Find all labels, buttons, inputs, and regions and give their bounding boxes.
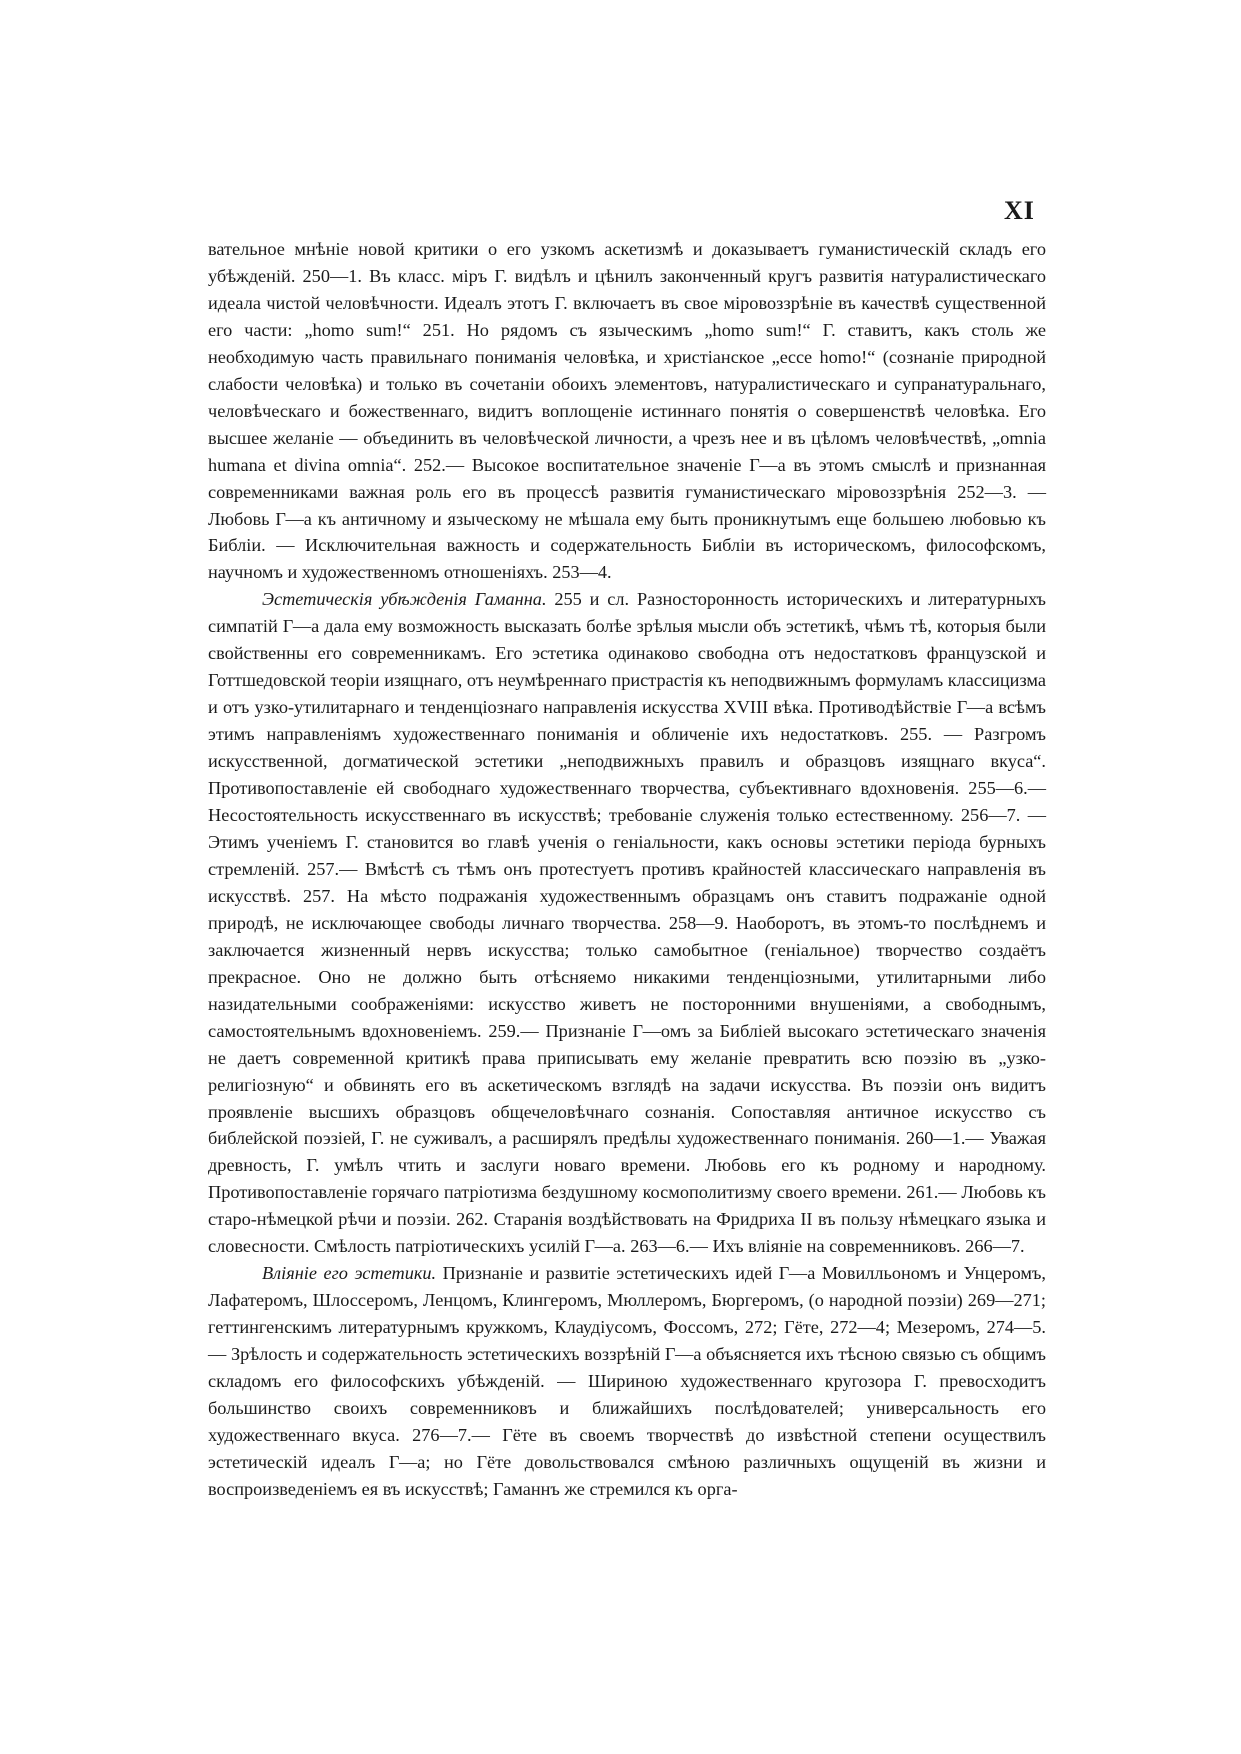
page-number: XI (1004, 196, 1035, 225)
paragraph (208, 236, 1046, 586)
paragraph (208, 586, 1046, 1260)
paragraph-rubric: Эстетическія убѣжденія Гаманна. (262, 589, 547, 610)
paragraph-rubric: Вліяніе его эстетики. (262, 1263, 437, 1284)
body-text (208, 236, 1046, 1503)
paragraph (208, 1260, 1046, 1503)
paragraph-text: 255 и сл. Разносторонность историческихъ и литературныхъ симпатій Г—а дала ему возможность высказать болѣе зрѣлыя мысли объ эстетикѣ, чѣмъ тѣ, которыя были свойственны его современникамъ. Его эстетика одинаково свободна отъ недостатковъ французской и Готтшедовской теоріи изящнаго, отъ неумѣреннаго пристрастія къ неподвижнымъ формуламъ классицизма и отъ узко-утилитарнаго и тенденціознаго направленія искусства XVIII вѣка. Противодѣйствіе Г—а всѣмъ этимъ направленіямъ художественнаго пониманія и обличеніе ихъ недостатковъ. 255. — Разгромъ искусственной, догматической эстетики „неподвижныхъ правилъ и образцовъ изящнаго вкуса“. Противопоставленіе ей свободнаго художественнаго творчества, субъективнаго вдохновенія. 255—6.— Несостоятельность искусственнаго въ искусствѣ; требованіе служенія только естественному. 256—7. — Этимъ ученіемъ Г. становится во главѣ ученія о геніальности, какъ основы эстетики періода бурныхъ стремленій. 257.— Вмѣстѣ съ тѣмъ онъ протестуетъ противъ крайностей классическаго направленія въ искусствѣ. 257. На мѣсто подражанія художественнымъ образцамъ онъ ставитъ подражаніе одной природѣ, не исключающее свободы личнаго творчества. 258—9. Наоборотъ, въ этомъ-то послѣднемъ и заключается жизненный нервъ искусства; только самобытное (геніальное) творчество создаётъ прекрасное. Оно не должно быть отѣсняемо никакими тенденціозными, утилитарными либо назидательными соображеніями: искусство живетъ не посторонними внушеніями, а свободнымъ, самостоятельнымъ вдохновеніемъ. 259.— Признаніе Г—омъ за Библіей высокаго эстетическаго значенія не даетъ современной критикѣ права приписывать ему желаніе превратить всю поэзію въ „узко-религіозную“ и обвинять его въ аскетическомъ взглядѣ на задачи искусства. Въ поэзіи онъ видитъ проявленіе высшихъ образцовъ общечеловѣчнаго сознанія. Сопоставляя античное искусство съ библейской поэзіей, Г. не суживалъ, а расширялъ предѣлы художественнаго пониманія. 260—1.— Уважая древность, Г. умѣлъ чтить и заслуги новаго времени. Любовь его къ родному и народному. Противопоставленіе горячаго патріотизма бездушному космополитизму своего времени. 261.— Любовь къ старо-нѣмецкой рѣчи и поэзіи. 262. Старанія воздѣйствовать на Фридриха II въ пользу нѣмецкаго языка и словесности. Смѣлость патріотическихъ усилій Г—а. 263—6.— Ихъ вліяніе на современниковъ. 266—7. (208, 589, 1046, 1257)
paragraph-text: Признаніе и развитіе эстетическихъ идей Г—а Мовилльономъ и Унцеромъ, Лафатеромъ, Шлоссеромъ, Ленцомъ, Клингеромъ, Мюллеромъ, Бюргеромъ, (о народной поэзіи) 269—271; геттингенскимъ литературнымъ кружкомъ, Клаудіусомъ, Фоссомъ, 272; Гёте, 272—4; Мезеромъ, 274—5. — Зрѣлость и содержательность эстетическихъ воззрѣній Г—а объясняется ихъ тѣсною связью съ общимъ складомъ его философскихъ убѣжденій. — Шириною художественнаго кругозора Г. превосходитъ большинство своихъ современниковъ и ближайшихъ послѣдователей; универсальность его художественнаго вкуса. 276—7.— Гёте въ своемъ творчествѣ до извѣстной степени осуществилъ эстетическій идеалъ Г—а; но Гёте довольствовался смѣною различныхъ ощущеній въ жизни и воспроизведеніемъ ея въ искусствѣ; Гаманнъ же стремился къ орга- (208, 1263, 1046, 1499)
paragraph-text: вательное мнѣніе новой критики о его узкомъ аскетизмѣ и доказываетъ гуманистическій складъ его убѣжденій. 250—1. Въ класс. міръ Г. видѣлъ и цѣнилъ законченный кругъ развитія натуралистическаго идеала чистой человѣчности. Идеалъ этотъ Г. включаетъ въ свое міровоззрѣніе въ качествѣ существенной его части: „homo sum!“ 251. Но рядомъ съ языческимъ „homo sum!“ Г. ставитъ, какъ столь же необходимую часть правильнаго пониманія человѣка, и христіанское „ecce homo!“ (сознаніе природной слабости человѣка) и только въ сочетаніи обоихъ элементовъ, натуралистическаго и супранатуральнаго, человѣческаго и божественнаго, видитъ воплощеніе истиннаго понятія о совершенствѣ человѣка. Его высшее желаніе — объединить въ человѣческой личности, а чрезъ нее и въ цѣломъ человѣчествѣ, „omnia humana et divina omnia“. 252.— Высокое воспитательное значеніе Г—а въ этомъ смыслѣ и признанная современниками важная роль его въ процессѣ развитія гуманистическаго міровоззрѣнія 252—3. — Любовь Г—а къ античному и языческому не мѣшала ему быть проникнутымъ еще большею любовью къ Библіи. — Исключительная важность и содержательность Библіи въ историческомъ, философскомъ, научномъ и художественномъ отношеніяхъ. 253—4. (208, 239, 1046, 583)
